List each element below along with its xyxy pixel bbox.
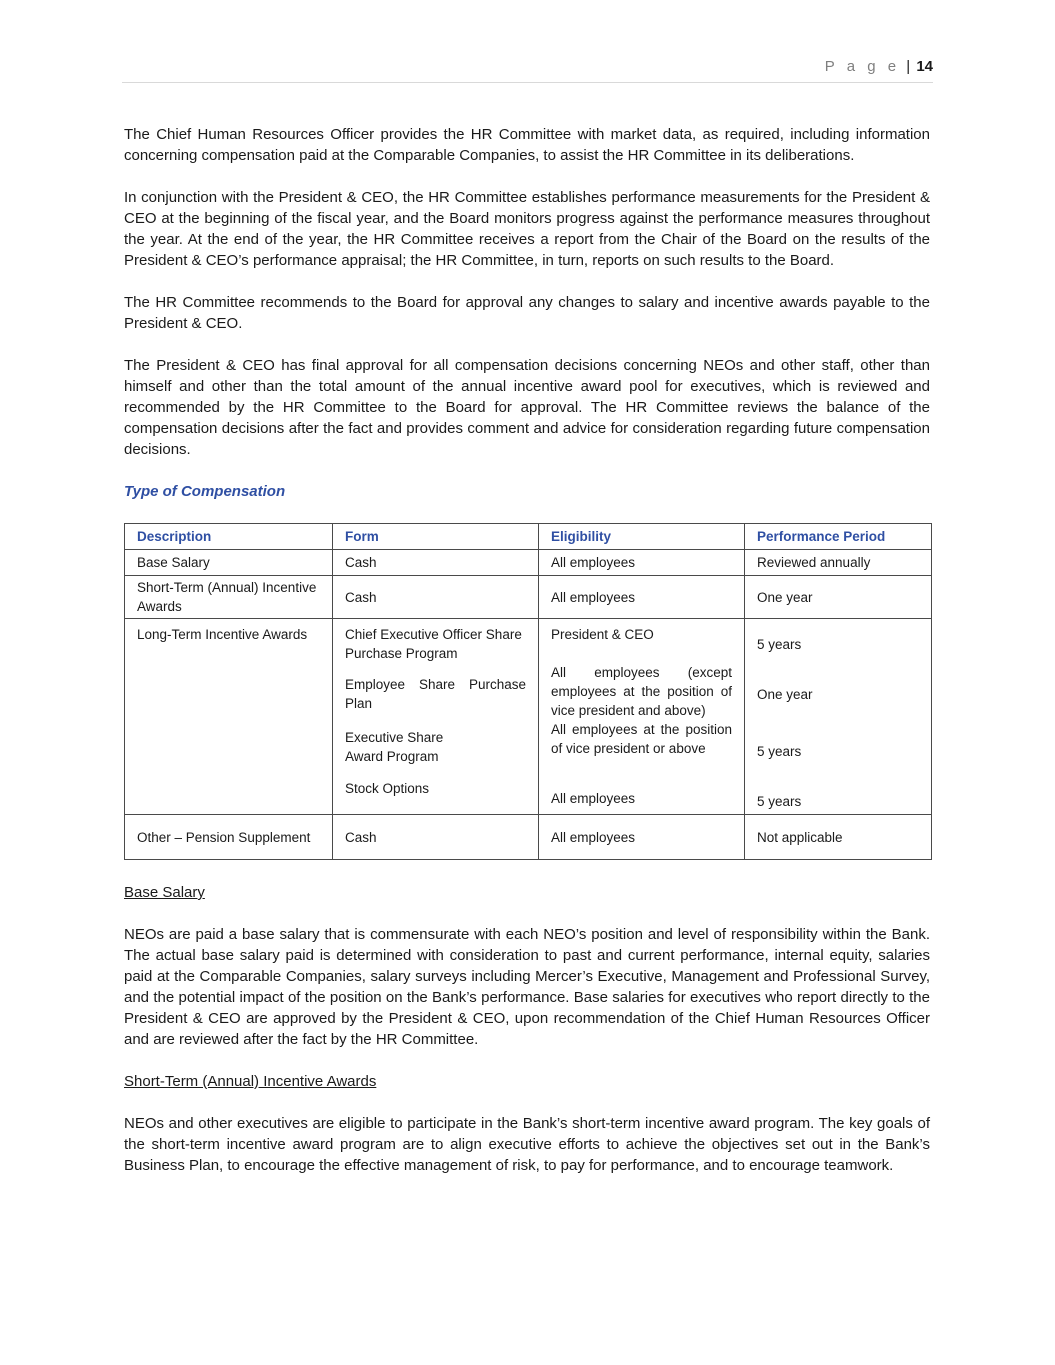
table-row-long-term bbox=[125, 619, 932, 815]
lt-form-executive-share-award: Executive Share Award Program bbox=[345, 730, 444, 764]
header-performance-period: Performance Period bbox=[745, 524, 932, 550]
cell-performance-period: Reviewed annually bbox=[745, 550, 932, 576]
cell-performance-period: One year bbox=[745, 576, 932, 619]
table-row-base-salary bbox=[125, 550, 932, 576]
cell-description: Base Salary bbox=[125, 550, 333, 576]
cell-eligibility: All employees bbox=[539, 815, 745, 860]
page-label: P a g e bbox=[824, 58, 901, 75]
lt-form-ceo-share-purchase: Chief Executive Officer Share Purchase Program bbox=[345, 627, 522, 661]
cell-form: Cash bbox=[333, 550, 539, 576]
table-row-short-term bbox=[125, 576, 932, 619]
lt-form-employee-share-purchase: Employee Share Purchase Plan bbox=[345, 677, 526, 711]
document-body bbox=[124, 124, 930, 1197]
paragraph-final-approval: The President & CEO has final approval for all compensation decisions concerning NEOs and other staff, other than himself and other than the total amount of the annual incentive award pool for executives, which is reviewed and recommended by the HR Committee to the Board for approval. The HR Committee reviews the balance of the compensation decisions after the fact and provides comment and advice for consideration regarding future compensation decisions. bbox=[124, 357, 930, 458]
paragraph-short-term-incentive: NEOs and other executives are eligible to participate in the Bank’s short-term incentive award program. The key goals of the short-term incentive award program are to align executive efforts to achieve the objectives set out in the Bank’s Business Plan, to encourage the effective management of risk, to pay for performance, and to encourage teamwork. bbox=[124, 1115, 930, 1174]
cell-form-list bbox=[333, 619, 539, 815]
paragraph-hr-recommendation: The HR Committee recommends to the Board for approval any changes to salary and incentive awards payable to the President & CEO. bbox=[124, 294, 930, 332]
page-header bbox=[122, 58, 933, 83]
cell-description: Long-Term Incentive Awards bbox=[125, 619, 333, 815]
cell-period-list bbox=[745, 619, 932, 815]
lt-period-executive-award: 5 years bbox=[757, 744, 802, 759]
lt-form-stock-options: Stock Options bbox=[345, 781, 430, 796]
cell-eligibility-list bbox=[539, 619, 745, 815]
lt-period-employee-plan: One year bbox=[757, 687, 813, 702]
lt-eligibility-stock-options: All employees bbox=[551, 791, 636, 806]
lt-period-ceo: 5 years bbox=[757, 637, 802, 652]
cell-eligibility: All employees bbox=[539, 550, 745, 576]
table-row-pension bbox=[125, 815, 932, 860]
paragraph-base-salary: NEOs are paid a base salary that is commensurate with each NEO’s position and level of responsibility within the Bank. The actual base salary paid is determined with consideration to past and current performance, internal equity, salaries paid at the Comparable Companies, salary surveys including Mercer’s Executive, Management and Professional Survey, and the potential impact of the position on the Bank’s performance. Base salaries for executives who report directly to the President & CEO are approved by the President & CEO, upon recommendation of the Chief Human Resources Officer and are reviewed after the fact by the HR Committee. bbox=[124, 926, 930, 1048]
lt-eligibility-employee-plan: All employees (except employees at the position of vice president and above) bbox=[551, 665, 732, 718]
lt-eligibility-ceo: President & CEO bbox=[551, 627, 654, 642]
heading-short-term-incentive: Short-Term (Annual) Incentive Awards bbox=[124, 1073, 377, 1090]
paragraph-performance-measurements: In conjunction with the President & CEO, the HR Committee establishes performance measurements for the President & CEO at the beginning of the fiscal year, and the Board monitors progress against the performance measures throughout the year. At the end of the year, the HR Committee receives a report from the Chair of the Board on the results of the President & CEO’s performance appraisal; the HR Committee, in turn, reports on such results to the Board. bbox=[124, 189, 930, 269]
cell-description: Other – Pension Supplement bbox=[125, 815, 333, 860]
section-title-type-of-compensation: Type of Compensation bbox=[124, 483, 286, 500]
cell-form: Cash bbox=[333, 576, 539, 619]
lt-eligibility-executive-award: All employees at the position of vice president or above bbox=[551, 722, 732, 756]
cell-form: Cash bbox=[333, 815, 539, 860]
compensation-table bbox=[124, 523, 932, 860]
cell-performance-period: Not applicable bbox=[745, 815, 932, 860]
header-form: Form bbox=[333, 524, 539, 550]
page-separator: | bbox=[906, 58, 911, 75]
cell-eligibility: All employees bbox=[539, 576, 745, 619]
paragraph-market-data: The Chief Human Resources Officer provides the HR Committee with market data, as required, including information concerning compensation paid at the Comparable Companies, to assist the HR Committee in its deliberations. bbox=[124, 126, 930, 164]
header-description: Description bbox=[125, 524, 333, 550]
header-eligibility: Eligibility bbox=[539, 524, 745, 550]
lt-period-stock-options: 5 years bbox=[757, 794, 802, 809]
table-header-row bbox=[125, 524, 932, 550]
page-number: 14 bbox=[916, 58, 933, 75]
cell-description: Short-Term (Annual) Incentive Awards bbox=[125, 576, 333, 619]
heading-base-salary: Base Salary bbox=[124, 884, 205, 901]
